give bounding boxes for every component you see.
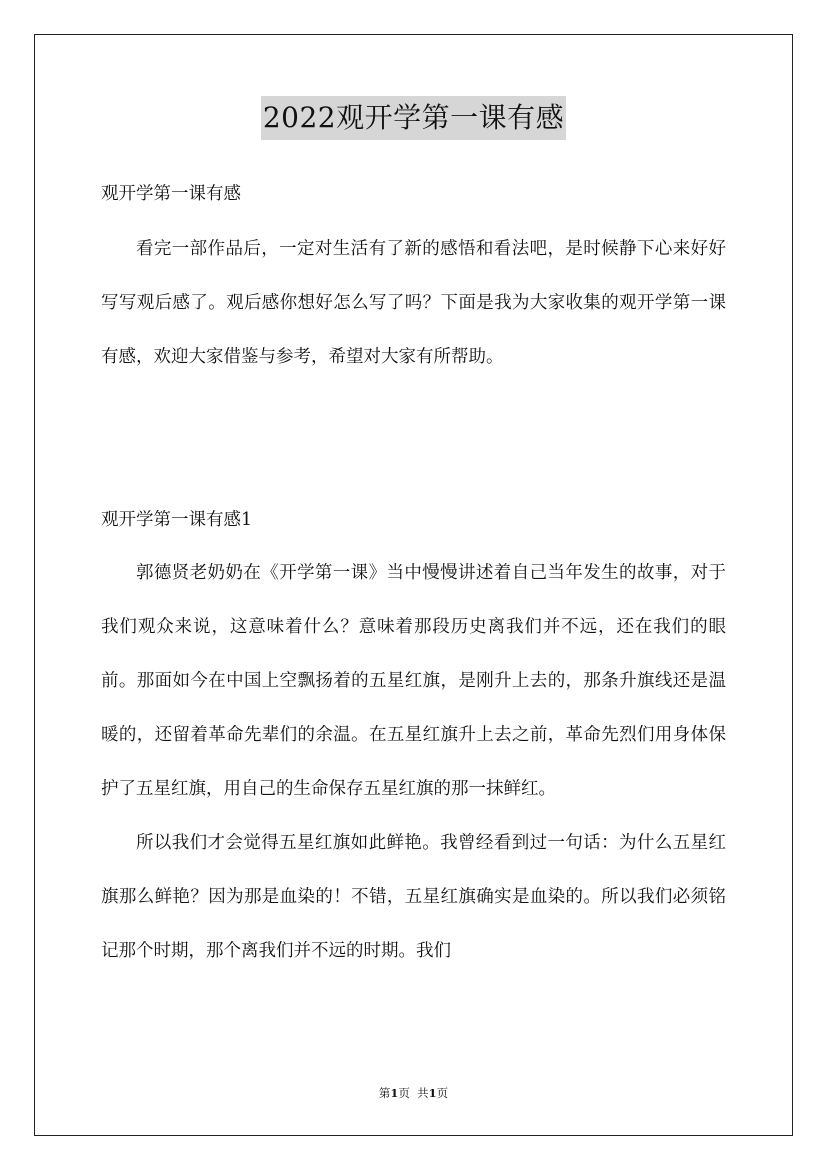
section1-paragraph-2: 所以我们才会觉得五星红旗如此鲜艳。我曾经看到过一句话：为什么五星红旗那么鲜艳？因为那是血染的！不错，五星红旗确实是血染的。所以我们必须铭记那个时期，那个离我们并不远的时期。我们 (101, 833, 726, 961)
page-footer (0, 1085, 827, 1101)
section1-body (101, 546, 726, 978)
footer-total-suffix: 页 (436, 1086, 449, 1100)
footer-page-prefix: 第 (378, 1086, 391, 1100)
title-container (0, 96, 827, 140)
footer-total-number: 1 (428, 1086, 437, 1100)
footer-page-suffix: 页 (398, 1086, 410, 1100)
section1-paragraph-1: 郭德贤老奶奶在《开学第一课》当中慢慢讲述着自己当年发生的故事，对于我们观众来说，这意味着什么？意味着那段历史离我们并不远，还在我们的眼前。那面如今在中国上空飘扬着的五星红旗，是刚升上去的，那条升旗线还是温暖的，还留着革命先辈们的余温。在五星红旗升上去之前，革命先烈们用身体保护了五星红旗，用自己的生命保存五星红旗的那一抹鲜红。 (101, 563, 726, 799)
footer-total-prefix: 共 (417, 1086, 429, 1100)
intro-heading: 观开学第一课有感 (101, 184, 241, 204)
document-title: 2022观开学第一课有感 (261, 96, 566, 140)
footer-page-number: 1 (390, 1086, 399, 1100)
intro-paragraph: 看完一部作品后，一定对生活有了新的感悟和看法吧，是时候静下心来好好写写观后感了。观后感你想好怎么写了吗？下面是我为大家收集的观开学第一课有感，欢迎大家借鉴与参考，希望对大家有所帮助。 (101, 239, 726, 367)
section1-heading: 观开学第一课有感1 (101, 510, 253, 530)
intro-body (101, 222, 726, 384)
